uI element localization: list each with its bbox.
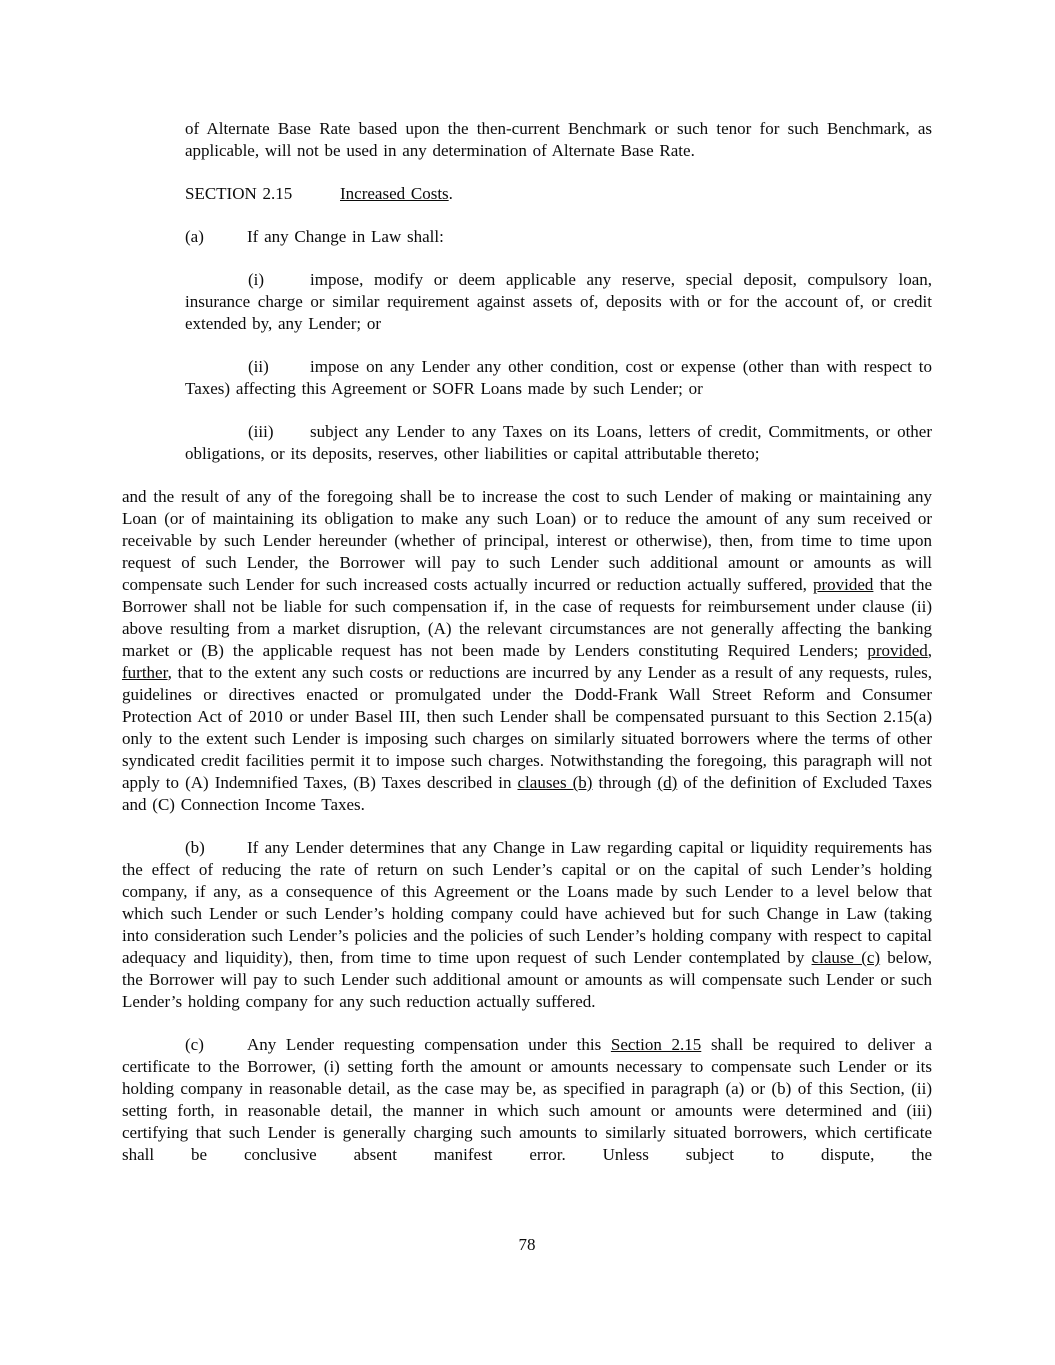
underlined-term-d: (d) <box>657 773 678 792</box>
paragraph-a <box>122 226 932 248</box>
underlined-term-provided: provided <box>812 575 874 594</box>
underlined-term-provided: provided <box>867 641 928 660</box>
text-segment: of the definition of Excluded Taxes and (C) Connection Income Taxes. <box>122 773 932 814</box>
paragraph-result <box>122 486 932 816</box>
paragraph-continuation: of Alternate Base Rate based upon the then-current Benchmark or such tenor for such Benchmark, as applicable, will not be used in any determination of Alternate Base Rate. <box>185 119 932 160</box>
text-segment: impose on any Lender any other condition, cost or expense (other than with respect to Taxes) affecting this Agreement or SOFR Loans made by such Lender; or <box>185 357 932 398</box>
text-segment: If any Change in Law shall: <box>247 227 444 246</box>
list-marker-iii: (iii) <box>248 422 274 441</box>
list-marker-c: (c) <box>185 1035 204 1054</box>
text-segment: If any Lender determines that any Change in Law regarding capital or liquidity requirements has the effect of reducing the rate of return on such Lender’s capital or on the capital of such Lender’s holding company, if any, as a consequence of this Agreement or the Loans made by such Lender to a level below that which such Lender or such Lender’s holding company could have achieved but for such Change in Law (taking into consideration such Lender’s policies and the policies of such Lender’s holding company with respect to capital adequacy and liquidity), then, from time to time upon request of such Lender contemplated by <box>122 838 932 967</box>
underlined-term-further: further <box>122 663 168 682</box>
paragraph-a-iii <box>185 421 932 465</box>
text-segment: Any Lender requesting compensation under this <box>247 1035 611 1054</box>
paragraph-a-i <box>185 269 932 335</box>
section-number: SECTION 2.15 <box>185 184 293 203</box>
section-title-period: . <box>448 184 453 203</box>
paragraph-a-ii <box>185 356 932 400</box>
underlined-term-clause-c: clause (c) <box>811 948 881 967</box>
text-segment: impose, modify or deem applicable any reserve, special deposit, compulsory loan, insurance charge or similar requirement against assets of, deposits with or for the account of, or credit extended by, any Lender; or <box>185 270 932 333</box>
underlined-term-clauses-b: clauses (b) <box>517 773 593 792</box>
text-segment: , <box>927 641 932 660</box>
text-segment: through <box>592 773 658 792</box>
text-segment: and the result of any of the foregoing shall be to increase the cost to such Lender of making or maintaining any Loan (or of maintaining its obligation to make any such Loan) or to reduce the amount of any sum received or receivable by such Lender hereunder (whether of principal, interest or otherwise), then, from time to time upon request of such Lender, the Borrower will pay to such Lender such additional amount or amounts as will compensate such Lender for such increased costs actually incurred or reduction actually suffered, <box>122 487 932 594</box>
text-segment: below, the Borrower will pay to such Lender such additional amount or amounts as will compensate such Lender or such Lender’s holding company for any such reduction actually suffered. <box>122 948 932 1011</box>
text-segment: that the Borrower shall not be liable for such compensation if, in the case of requests for reimbursement under clause (ii) above resulting from a market disruption, (A) the relevant circumstances are not generally affecting the banking market or (B) the applicable request has not been made by Lenders constituting Required Lenders; <box>122 575 932 660</box>
document-body <box>122 118 932 1187</box>
paragraph-b <box>122 837 932 1013</box>
text-segment: subject any Lender to any Taxes on its Loans, letters of credit, Commitments, or other obligations, or its deposits, reserves, other liabilities or capital attributable thereto; <box>185 422 932 463</box>
section-heading <box>122 183 932 205</box>
paragraph-c <box>122 1034 932 1166</box>
text-segment: shall be required to deliver a certificate to the Borrower, (i) setting forth the amount or amounts necessary to compensate such Lender or its holding company in reasonable detail, as the case may be, as specified in paragraph (a) or (b) of this Section, (ii) setting forth, in reasonable detail, the manner in which such amount or amounts were determined and (iii) certifying that such Lender is generally charging such amounts to similarly situated borrowers, which certificate shall be conclusive absent manifest error. Unless subject to dispute, the <box>122 1035 932 1164</box>
section-title: Increased Costs <box>340 184 449 203</box>
underlined-term-section-2-15: Section 2.15 <box>610 1035 702 1054</box>
list-marker-b: (b) <box>185 838 205 857</box>
list-marker-a: (a) <box>185 227 204 246</box>
list-marker-ii: (ii) <box>248 357 269 376</box>
text-segment: , that to the extent any such costs or reductions are incurred by any Lender as a result of any requests, rules, guidelines or directives enacted or promulgated under the Dodd-Frank Wall Street Reform and Consumer Protection Act of 2010 or under Basel III, then such Lender shall be compensated pursuant to this Section 2.15(a) only to the extent such Lender is imposing such charges on similarly situated borrowers where the terms of other syndicated credit facilities permit it to impose such charges. Notwithstanding the foregoing, this paragraph will not apply to (A) Indemnified Taxes, (B) Taxes described in <box>122 663 932 792</box>
list-marker-i: (i) <box>248 270 265 289</box>
page-number: 78 <box>518 1235 536 1254</box>
